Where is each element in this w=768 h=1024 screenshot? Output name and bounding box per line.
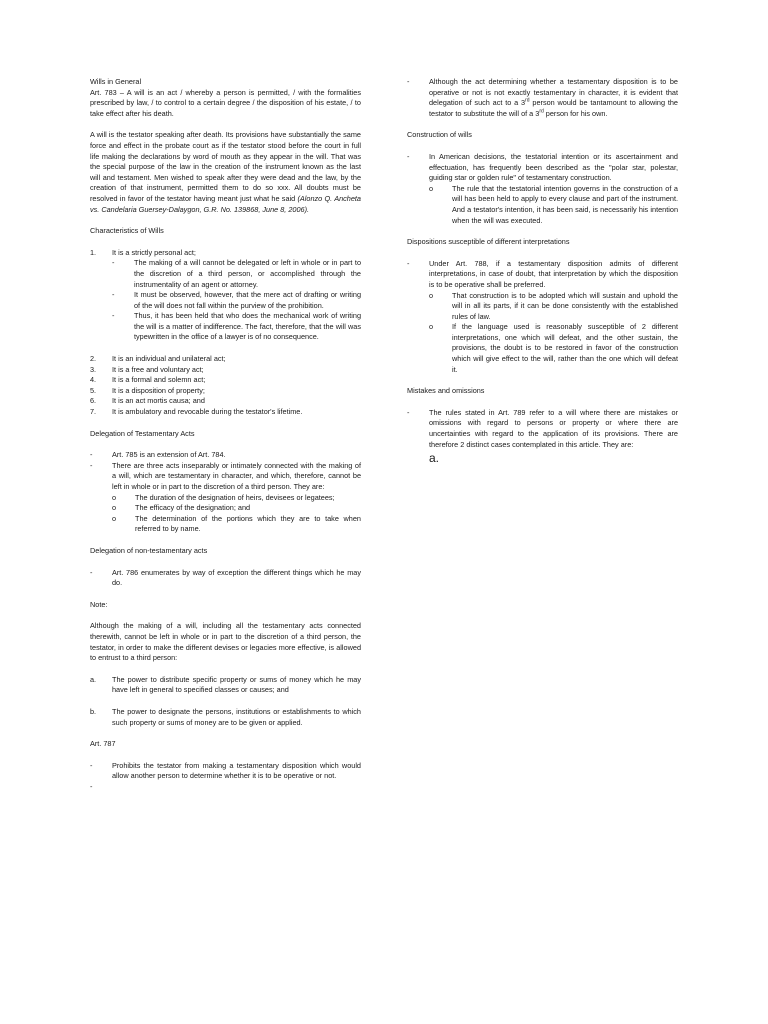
- dash-marker: -: [112, 290, 115, 300]
- list-text: It is a strictly personal act;: [112, 247, 196, 257]
- bullet-text: The rules stated in Art. 789 refer to a will where there are mistakes or omissions with regard to persons or property or where there are uncertainties with regard to the application of its provisions. There are therefore 2 distinct cases contemplated in this article. They are:: [429, 407, 678, 449]
- bullet-text: Prohibits the testator from making a testamentary disposition which would allow another person to determine whether it is to be operative or not.: [112, 760, 361, 781]
- sub-bullet-text: Thus, it has been held that who does the mechanical work of writing the will is a matter of indifference. The fact, therefore, that the will was typewritten in the office of a lawyer is of no consequence.: [134, 311, 361, 342]
- sub-bullet-text: The efficacy of the designation; and: [135, 503, 251, 513]
- bullet-text: Art. 785 is an extension of Art. 784.: [112, 450, 226, 460]
- note-paragraph: Although the making of a will, including all the testamentary acts connected therewith, cannot be left in whole or in part to the discretion of a third person, the testator, in order to make the different devises or legacies more effective, is allowed to entrust to a third person:: [90, 621, 361, 663]
- circle-marker: o: [429, 290, 434, 300]
- bullet-item: [407, 152, 678, 184]
- dash-marker: -: [407, 77, 410, 86]
- characteristic-item-1: [90, 248, 361, 259]
- bullet-item: [90, 568, 361, 589]
- circle-marker: o: [112, 513, 117, 523]
- circle-marker: o: [429, 183, 434, 193]
- case-a-marker: a.: [429, 451, 440, 466]
- art-783-definition: Art. 783 – A will is an act / whereby a person is permitted, / with the formalities prescribed by law, / to control to a certain degree / the disposition of his estate, / to take effect after his death.: [90, 87, 361, 118]
- sub-bullet: [112, 514, 361, 535]
- dash-marker: -: [90, 567, 93, 577]
- wills-in-general-heading: Wills in General: [90, 77, 142, 86]
- case-citation: (Alonzo Q. Ancheta vs. Candelaria Guersey-Dalaygon, G.R. No. 139868, June 8, 2006).: [90, 193, 361, 214]
- dash-marker: -: [407, 258, 410, 268]
- sub-bullet: [112, 503, 361, 514]
- bullet-text: There are three acts inseparably or intimately connected with the making of a will, which are testamentary in character, and which, therefore, cannot be left in whole or in part to the discretion of a third person. They are:: [112, 460, 361, 491]
- list-number: 5.: [90, 385, 97, 395]
- bullet-item: [407, 77, 678, 119]
- delegation-testamentary-heading: Delegation of Testamentary Acts: [90, 428, 195, 438]
- sub-bullet: [112, 493, 361, 504]
- sub-bullet-text: The duration of the designation of heirs, devisees or legatees;: [135, 492, 335, 502]
- characteristic-item: [90, 354, 361, 365]
- empty-bullet-item: [90, 782, 361, 793]
- dash-marker: -: [90, 460, 93, 470]
- note-item-text: The power to distribute specific property or sums of money which he may have left in general to specified classes or causes; and: [112, 674, 361, 695]
- art-787-heading: Art. 787: [90, 739, 116, 749]
- right-column: [407, 77, 678, 465]
- bullet-item: [90, 461, 361, 493]
- sub-bullet-text: The rule that the testatorial intention governs in the construction of a will has been held to apply to every clause and part of the instrument. And a testator's intention, it has been said, is necessarily his intention when the will was executed.: [452, 183, 678, 225]
- list-text: It is an individual and unilateral act;: [112, 354, 226, 364]
- left-column: [90, 77, 361, 792]
- list-text: It is an act mortis causa; and: [112, 396, 205, 406]
- characteristics-heading: Characteristics of Wills: [90, 226, 164, 236]
- list-number: 1.: [90, 247, 97, 257]
- dash-marker: -: [90, 450, 93, 460]
- circle-marker: o: [429, 322, 434, 332]
- characteristic-item: [90, 396, 361, 407]
- list-text: It is a formal and solemn act;: [112, 375, 206, 385]
- list-text: It is ambulatory and revocable during the testator's lifetime.: [112, 407, 303, 417]
- bullet-text: Under Art. 788, if a testamentary disposition admits of different interpretations, in case of doubt, that interpretation by which the disposition is to be operative shall be preferred.: [429, 258, 678, 289]
- sub-bullet: [112, 311, 361, 343]
- bullet-item: [407, 259, 678, 291]
- characteristic-item: [90, 407, 361, 418]
- bullet-item: [90, 450, 361, 461]
- characteristic-item: [90, 365, 361, 376]
- delegation-continuation-text: Although the act determining whether a testamentary disposition is to be operative or not is not exactly testamentary in character, it is evident that delegation of such act to a 3rd person would be tantamount to allowing the testator to substitute the will of a 3rd person for his own.: [429, 77, 678, 118]
- circle-marker: o: [112, 492, 117, 502]
- note-item-b: [90, 707, 361, 728]
- note-item-text: The power to designate the persons, institutions or establishments to which such property or sums of money are to be given or applied.: [112, 706, 361, 727]
- bullet-text: In American decisions, the testatorial intention or its ascertainment and effectuation, has frequently been described as the "polar star, polestar, guiding star or golden rule" of testamentary construction.: [429, 151, 678, 183]
- sub-bullet-text: The making of a will cannot be delegated or left in whole or in part to the discretion of a third person, or accomplished through the instrumentality of an agent or attorney.: [134, 258, 361, 289]
- sub-bullet: [112, 258, 361, 290]
- dash-marker: -: [407, 151, 410, 161]
- note-item-a: [90, 675, 361, 696]
- sub-bullet-text: The determination of the portions which they are to take when referred to by name.: [135, 513, 361, 534]
- characteristic-item: [90, 375, 361, 386]
- sub-bullet: [429, 291, 678, 323]
- letter-marker: b.: [90, 706, 97, 716]
- sub-bullet-text: It must be observed, however, that the mere act of drafting or writing of the will does not fall within the purview of the prohibition.: [134, 290, 361, 310]
- construction-sublist: [407, 184, 678, 226]
- sub-bullet: [429, 322, 678, 375]
- dispositions-sublist: [407, 291, 678, 376]
- characteristic-item: [90, 386, 361, 397]
- dash-marker: -: [407, 407, 410, 417]
- list-number: 6.: [90, 396, 97, 406]
- sub-bullet: [112, 290, 361, 311]
- sub-bullet-text: If the language used is reasonably susceptible of 2 different interpretations, one which will defeat, and the other sustain, the provisions, the doubt is to be restored in favor of the construction which will give effect to the will, rather than the one which will defeat it.: [452, 322, 678, 374]
- dash-marker: -: [112, 258, 115, 268]
- list-number: 7.: [90, 407, 97, 417]
- delegation-sublist: [90, 493, 361, 535]
- dash-marker: -: [112, 311, 115, 321]
- list-number: 2.: [90, 354, 97, 364]
- construction-heading: Construction of wills: [407, 130, 472, 140]
- dash-marker: -: [90, 760, 93, 770]
- sub-bullet-text: That construction is to be adopted which will sustain and uphold the will in all its parts, if it can be done consistently with the established rules of law.: [452, 290, 678, 321]
- list-number: 4.: [90, 375, 97, 385]
- note-heading: Note:: [90, 599, 108, 609]
- bullet-item: [90, 761, 361, 782]
- characteristic-1-sublist: [90, 258, 361, 343]
- characteristics-list: [90, 354, 361, 418]
- dispositions-heading: Dispositions susceptible of different interpretations: [407, 237, 570, 247]
- sub-bullet: [429, 184, 678, 226]
- delegation-non-testamentary-heading: Delegation of non-testamentary acts: [90, 545, 208, 555]
- list-number: 3.: [90, 364, 97, 374]
- letter-marker: a.: [90, 674, 97, 684]
- mistakes-heading: Mistakes and omissions: [407, 386, 485, 396]
- dash-marker: -: [90, 781, 93, 791]
- bullet-text: Art. 786 enumerates by way of exception the different things which he may do.: [112, 567, 361, 588]
- list-text: It is a disposition of property;: [112, 385, 205, 395]
- bullet-item: [407, 408, 678, 450]
- list-text: It is a free and voluntary act;: [112, 364, 204, 374]
- circle-marker: o: [112, 503, 117, 513]
- intro-paragraph: A will is the testator speaking after death. Its provisions have substantially the same force and effect in the probate court as if the testator stood before the court in full life making the declarations by word of mouth as they appear in the will. That was the special purpose of the law in the creation of the instrument known as the last will and testament. Men wished to speak after they were dead and the law, by the creation of that instrument, permitted them to do so xxx. All doubts must be resolved in favor of the testator having meant just what he said (Alonzo Q. Ancheta vs. Candelaria Guersey-Dalaygon, G.R. No. 139868, June 8, 2006).: [90, 130, 361, 214]
